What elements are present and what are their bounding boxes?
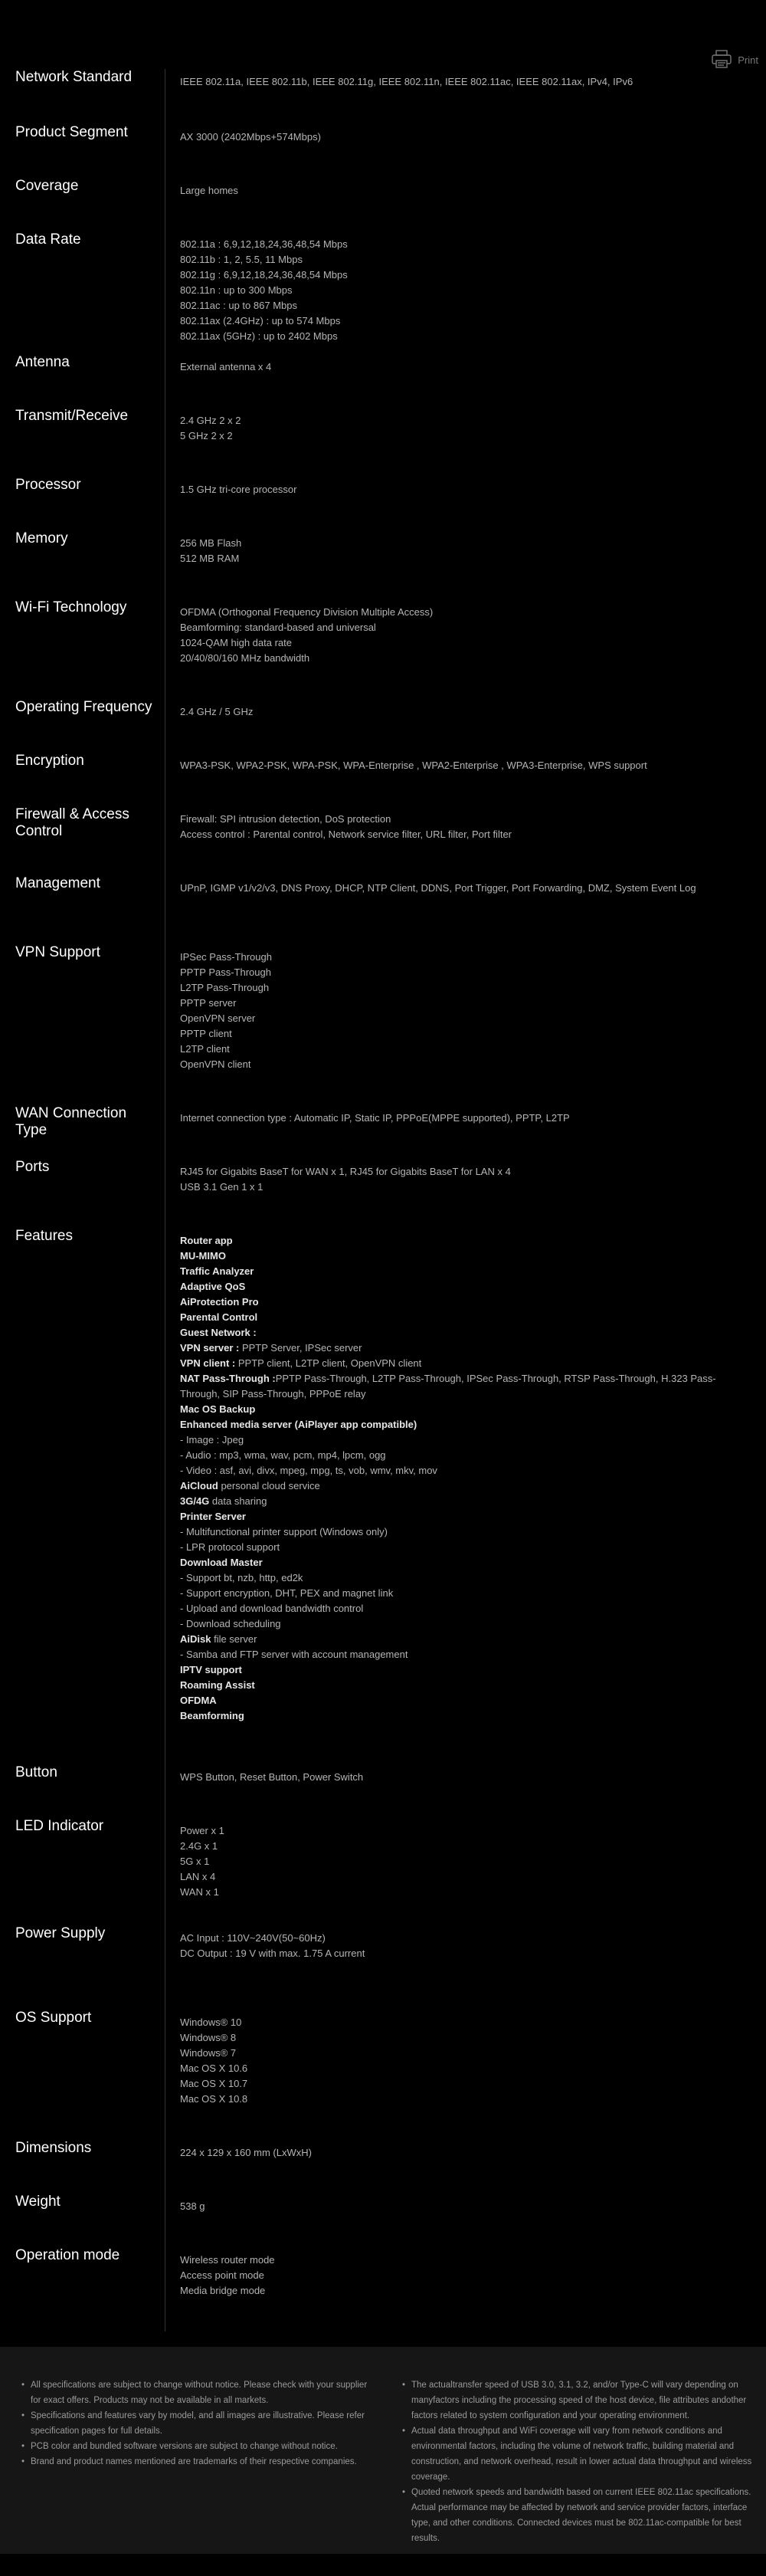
spec-value-line: [180, 1823, 720, 1839]
spec-value-line: [180, 1885, 720, 1900]
footer-note: • All specifications are subject to change without notice. Please check with your supplier for exact offers. Products may not be available in all markets.: [23, 2377, 372, 2408]
footer-note: • Brand and product names mentioned are trademarks of their respective companies.: [23, 2454, 372, 2469]
spec-value-line: [180, 359, 720, 375]
spec-value-text: WPS Button, Reset Button, Power Switch: [180, 1771, 364, 1783]
spec-value-text: 802.11ac : up to 867 Mbps: [180, 300, 297, 311]
footer-right-list: [394, 2377, 752, 2554]
spec-value-line: [180, 1693, 720, 1708]
spec-value-line: [180, 551, 720, 566]
spec-value-line: [180, 2145, 720, 2161]
spec-value-line: [180, 1279, 720, 1295]
spec-row-antenna: [0, 354, 766, 408]
spec-value-bold: Enhanced media server (AiPlayer app compatible): [180, 1419, 417, 1430]
spec-value-line: [180, 2199, 720, 2214]
spec-label: Power Supply: [15, 1925, 106, 1941]
spec-value-text: 256 MB Flash: [180, 537, 242, 549]
spec-value-line: [180, 950, 720, 965]
spec-value-line: [180, 1310, 720, 1325]
spec-value: [165, 2140, 766, 2194]
spec-value-line: [180, 1586, 720, 1601]
spec-value-text: Mac OS X 10.7: [180, 2078, 248, 2089]
spec-value-line: [180, 283, 720, 298]
spec-value-line: [180, 1325, 720, 1341]
spec-value-text: IPSec Pass-Through: [180, 951, 272, 963]
spec-value-line: [180, 1555, 720, 1570]
spec-value-bold: Adaptive QoS: [180, 1281, 246, 1292]
spec-value-line: [180, 1042, 720, 1057]
spec-value-line: [180, 758, 720, 773]
spec-value-bold: Traffic Analyzer: [180, 1265, 254, 1277]
spec-value: [165, 477, 766, 530]
spec-value-text: WPA3-PSK, WPA2-PSK, WPA-PSK, WPA-Enterprise , WPA2-Enterprise , WPA3-Enterprise, WPS support: [180, 760, 647, 771]
spec-value-line: [180, 1402, 720, 1417]
spec-value-line: [180, 313, 720, 329]
printer-icon: [710, 49, 733, 71]
spec-value-text: 5G x 1: [180, 1856, 210, 1867]
spec-row-os-support: [0, 2010, 766, 2140]
spec-value-text: UPnP, IGMP v1/v2/v3, DNS Proxy, DHCP, NTP Client, DDNS, Port Trigger, Port Forwarding, DMZ, System Event Log: [180, 882, 696, 894]
spec-value-line: [180, 1264, 720, 1279]
spec-value-line: [180, 620, 720, 635]
spec-value-text: personal cloud service: [218, 1480, 320, 1491]
spec-value-line: [180, 1180, 720, 1195]
spec-value-line: [180, 252, 720, 267]
spec-value-bold: 3G/4G: [180, 1495, 210, 1507]
spec-value-line: [180, 536, 720, 551]
spec-value-text: - Upload and download bandwidth control: [180, 1603, 364, 1614]
spec-value-text: 802.11b : 1, 2, 5.5, 11 Mbps: [180, 254, 303, 265]
spec-value-line: [180, 1478, 720, 1494]
spec-value-line: [180, 1356, 720, 1371]
spec-value-text: Mac OS X 10.8: [180, 2093, 248, 2105]
spec-value-line: [180, 1448, 720, 1463]
spec-value-text: PPTP Pass-Through, L2TP Pass-Through, IPSec Pass-Through, RTSP Pass-Through, H.323 Pass-Through, SIP Pass-Through, PPPoE relay: [180, 1373, 716, 1400]
spec-value-text: Large homes: [180, 185, 238, 196]
spec-value-line: [180, 1341, 720, 1356]
spec-label: Wi-Fi Technology: [15, 599, 127, 615]
spec-value-bold: Parental Control: [180, 1311, 258, 1323]
spec-value-text: 802.11g : 6,9,12,18,24,36,48,54 Mbps: [180, 269, 348, 281]
spec-value-line: [180, 704, 720, 720]
spec-value-text: 802.11ax (5GHz) : up to 2402 Mbps: [180, 330, 338, 342]
spec-value-line: [180, 812, 720, 827]
spec-value-text: 2.4 GHz 2 x 2: [180, 415, 241, 426]
spec-value: [165, 699, 766, 753]
spec-value-line: [180, 1647, 720, 1662]
spec-value-line: [180, 2061, 720, 2076]
spec-value-text: Windows® 7: [180, 2047, 237, 2059]
spec-value-line: [180, 482, 720, 497]
spec-value-line: [180, 2253, 720, 2268]
spec-label: Weight: [15, 2194, 61, 2210]
spec-value-text: Access point mode: [180, 2269, 264, 2281]
spec-value-line: [180, 1708, 720, 1724]
spec-value-line: [180, 428, 720, 444]
top-bar: [0, 0, 766, 69]
spec-label: Processor: [15, 477, 81, 493]
spec-row-dimensions: [0, 2140, 766, 2194]
spec-value-line: [180, 74, 720, 90]
spec-label: Network Standard: [15, 69, 133, 85]
spec-value-line: [180, 1570, 720, 1586]
spec-value-line: [180, 1432, 720, 1448]
spec-value-text: PPTP client: [180, 1028, 232, 1039]
spec-label: Encryption: [15, 753, 84, 769]
spec-value-line: [180, 1869, 720, 1885]
spec-value: [165, 806, 766, 875]
spec-value-line: [180, 1164, 720, 1180]
spec-value-text: OpenVPN server: [180, 1012, 256, 1024]
spec-value-line: [180, 1854, 720, 1869]
spec-value-line: [180, 1026, 720, 1042]
spec-value: [165, 944, 766, 1105]
spec-value-text: - Samba and FTP server with account management: [180, 1649, 408, 1660]
spec-row-coverage: [0, 178, 766, 231]
spec-value-line: [180, 2076, 720, 2092]
spec-value-line: [180, 2015, 720, 2030]
spec-value-text: PPTP Server, IPSec server: [239, 1342, 362, 1354]
spec-value-text: Windows® 8: [180, 2032, 237, 2043]
spec-value: [165, 599, 766, 699]
spec-value-text: data sharing: [209, 1495, 267, 1507]
spec-value-text: PPTP client, L2TP client, OpenVPN client: [235, 1357, 422, 1369]
spec-value-bold: VPN server :: [180, 1342, 240, 1354]
spec-value: [165, 1105, 766, 1159]
spec-value: [165, 408, 766, 477]
spec-value-line: [180, 1601, 720, 1616]
spec-value-text: 802.11n : up to 300 Mbps: [180, 284, 293, 296]
spec-table: [0, 69, 766, 2332]
spec-value-text: 538 g: [180, 2200, 205, 2212]
spec-value: [165, 1764, 766, 1818]
spec-value-text: 5 GHz 2 x 2: [180, 430, 233, 441]
spec-value-text: 1024-QAM high data rate: [180, 637, 292, 648]
spec-value-text: - Audio : mp3, wma, wav, pcm, mp4, lpcm, ogg: [180, 1449, 386, 1461]
spec-value-line: [180, 1111, 720, 1126]
spec-value: [165, 354, 766, 408]
spec-value-text: Mac OS X 10.6: [180, 2062, 248, 2074]
spec-value-text: PPTP Pass-Through: [180, 966, 271, 978]
spec-value-text: OFDMA (Orthogonal Frequency Division Multiple Access): [180, 606, 434, 618]
spec-label: Transmit/Receive: [15, 408, 129, 424]
spec-value-text: DC Output : 19 V with max. 1.75 A current: [180, 1948, 365, 1959]
spec-value-line: [180, 1616, 720, 1632]
spec-label: Dimensions: [15, 2140, 92, 2156]
spec-value-text: AX 3000 (2402Mbps+574Mbps): [180, 131, 321, 143]
spec-value-text: file server: [211, 1633, 257, 1645]
spec-value-line: [180, 1662, 720, 1678]
spec-value: [165, 1925, 766, 2010]
spec-value-line: [180, 605, 720, 620]
spec-label: Coverage: [15, 178, 79, 194]
spec-value: [165, 1159, 766, 1228]
spec-value-text: - LPR protocol support: [180, 1541, 280, 1553]
spec-label: OS Support: [15, 2010, 92, 2026]
spec-label: Management: [15, 875, 100, 891]
spec-value: [165, 1818, 766, 1925]
spec-value-text: - Video : asf, avi, divx, mpeg, mpg, ts, vob, wmv, mkv, mov: [180, 1465, 437, 1476]
spec-value-line: [180, 965, 720, 980]
spec-value-line: [180, 2268, 720, 2283]
spec-value-bold: Guest Network :: [180, 1327, 257, 1338]
spec-value: [165, 875, 766, 944]
spec-label: Data Rate: [15, 231, 81, 248]
spec-value-text: - Support bt, nzb, http, ed2k: [180, 1572, 303, 1583]
spec-value-line: [180, 1494, 720, 1509]
spec-value-text: OpenVPN client: [180, 1058, 251, 1070]
spec-value-text: RJ45 for Gigabits BaseT for WAN x 1, RJ45 for Gigabits BaseT for LAN x 4: [180, 1166, 511, 1177]
spec-value-text: - Multifunctional printer support (Windows only): [180, 1526, 388, 1537]
spec-value: [165, 1228, 766, 1764]
spec-label: Features: [15, 1228, 73, 1244]
spec-row-data-rate: [0, 231, 766, 354]
spec-value: [165, 178, 766, 231]
spec-value-text: External antenna x 4: [180, 361, 272, 372]
spec-label: LED Indicator: [15, 1818, 104, 1834]
spec-value-text: 20/40/80/160 MHz bandwidth: [180, 652, 310, 664]
spec-value-line: [180, 267, 720, 283]
spec-value-bold: Beamforming: [180, 1710, 244, 1721]
spec-value-bold: Roaming Assist: [180, 1679, 255, 1691]
spec-value-line: [180, 1632, 720, 1647]
spec-value: [165, 69, 766, 124]
spec-value-line: [180, 2283, 720, 2299]
footer-note: • PCB color and bundled software versions are subject to change without notice.: [23, 2439, 372, 2454]
spec-value-line: [180, 1946, 720, 1961]
spec-row-processor: [0, 477, 766, 530]
spec-row-button: [0, 1764, 766, 1818]
spec-value-bold: OFDMA: [180, 1695, 217, 1706]
spec-row-firewall-access-control: [0, 806, 766, 875]
spec-value-line: [180, 1770, 720, 1785]
spec-row-operating-frequency: [0, 699, 766, 753]
spec-value: [165, 2247, 766, 2332]
spec-value-text: LAN x 4: [180, 1871, 216, 1882]
spec-value-bold: MU-MIMO: [180, 1250, 226, 1262]
spec-value-text: 802.11a : 6,9,12,18,24,36,48,54 Mbps: [180, 238, 348, 250]
spec-value: [165, 2010, 766, 2140]
spec-label: Button: [15, 1764, 57, 1780]
spec-value-bold: Router app: [180, 1235, 233, 1246]
spec-value-bold: Mac OS Backup: [180, 1403, 256, 1415]
spec-value-text: Wireless router mode: [180, 2254, 275, 2266]
spec-value-bold: IPTV support: [180, 1664, 242, 1675]
spec-value-bold: Download Master: [180, 1557, 263, 1568]
spec-value-bold: NAT Pass-Through :: [180, 1373, 276, 1384]
spec-value-line: [180, 1371, 720, 1402]
spec-row-network-standard: [0, 69, 766, 124]
spec-value-text: USB 3.1 Gen 1 x 1: [180, 1181, 264, 1193]
spec-value-text: - Support encryption, DHT, PEX and magnet link: [180, 1587, 394, 1599]
spec-value: [165, 753, 766, 806]
spec-value-text: Internet connection type : Automatic IP, Static IP, PPPoE(MPPE supported), PPTP, L2TP: [180, 1112, 570, 1124]
spec-value-line: [180, 298, 720, 313]
footer-note: • The actualtransfer speed of USB 3.0, 3.1, 3.2, and/or Type-C will vary depending on manyfactors including the processing speed of the host device, file attributes andother factors related to system configuration and your operating environment.: [404, 2377, 752, 2423]
spec-value-line: [180, 1249, 720, 1264]
spec-value-line: [180, 1839, 720, 1854]
spec-label: Firewall & Access Control: [15, 806, 129, 839]
spec-value-line: [180, 183, 720, 199]
spec-value: [165, 530, 766, 599]
spec-row-led-indicator: [0, 1818, 766, 1925]
spec-value-line: [180, 329, 720, 344]
spec-value-line: [180, 881, 720, 896]
spec-row-transmit-receive: [0, 408, 766, 477]
spec-value-text: Media bridge mode: [180, 2285, 266, 2296]
spec-value-text: Beamforming: standard-based and universal: [180, 622, 376, 633]
spec-row-product-segment: [0, 124, 766, 178]
spec-row-management: [0, 875, 766, 944]
spec-value-line: [180, 237, 720, 252]
spec-value-line: [180, 130, 720, 145]
spec-value: [165, 124, 766, 178]
spec-value-text: - Download scheduling: [180, 1618, 281, 1629]
spec-row-wi-fi-technology: [0, 599, 766, 699]
spec-value-line: [180, 1417, 720, 1432]
spec-value-line: [180, 996, 720, 1011]
spec-value-line: [180, 1463, 720, 1478]
spec-value-bold: Printer Server: [180, 1511, 246, 1522]
spec-value-line: [180, 2030, 720, 2046]
spec-value-bold: AiProtection Pro: [180, 1296, 259, 1308]
spec-label: Ports: [15, 1159, 50, 1175]
spec-label: Operation mode: [15, 2247, 120, 2263]
spec-value-text: 1.5 GHz tri-core processor: [180, 484, 297, 495]
spec-row-power-supply: [0, 1925, 766, 2010]
spec-value-bold: AiCloud: [180, 1480, 218, 1491]
spec-value-text: IEEE 802.11a, IEEE 802.11b, IEEE 802.11g, IEEE 802.11n, IEEE 802.11ac, IEEE 802.11ax, IPv4, IPv6: [180, 76, 633, 87]
spec-value-text: - Image : Jpeg: [180, 1434, 244, 1446]
spec-row-weight: [0, 2194, 766, 2247]
spec-row-features: [0, 1228, 766, 1764]
print-label: Print: [738, 54, 758, 66]
footer-left-list: [14, 2377, 372, 2554]
spec-value-line: [180, 1524, 720, 1540]
spec-value-line: [180, 1011, 720, 1026]
spec-value-text: 2.4G x 1: [180, 1840, 218, 1852]
spec-value-line: [180, 2092, 720, 2107]
spec-label: WAN Connection Type: [15, 1105, 127, 1138]
spec-row-encryption: [0, 753, 766, 806]
footer-notes: [0, 2347, 766, 2554]
spec-value-line: [180, 1678, 720, 1693]
spec-value-text: AC Input : 110V~240V(50~60Hz): [180, 1932, 326, 1944]
spec-value-line: [180, 2046, 720, 2061]
spec-value-line: [180, 1509, 720, 1524]
spec-row-operation-mode: [0, 2247, 766, 2332]
spec-value-bold: AiDisk: [180, 1633, 211, 1645]
spec-label: Memory: [15, 530, 68, 546]
spec-label: Product Segment: [15, 124, 128, 140]
spec-row-memory: [0, 530, 766, 599]
spec-label: Antenna: [15, 354, 70, 370]
spec-value-line: [180, 635, 720, 651]
spec-value-text: L2TP client: [180, 1043, 230, 1055]
spec-value-line: [180, 1057, 720, 1072]
spec-value-line: [180, 980, 720, 996]
spec-value: [165, 2194, 766, 2247]
spec-row-vpn-support: [0, 944, 766, 1105]
spec-value-text: 802.11ax (2.4GHz) : up to 574 Mbps: [180, 315, 341, 327]
print-button[interactable]: [710, 49, 758, 71]
footer-note: • Quoted network speeds and bandwidth based on current IEEE 802.11ac specifications. Actual performance may be affected by network and service provider factors, interface type, and other conditions. Connected devices must be 802.11ac-compatible for best results.: [404, 2485, 752, 2546]
spec-row-ports: [0, 1159, 766, 1228]
spec-label: Operating Frequency: [15, 699, 152, 715]
spec-row-wan-connection-type: [0, 1105, 766, 1159]
spec-value: [165, 231, 766, 354]
spec-value-text: PPTP server: [180, 997, 237, 1009]
spec-value-text: WAN x 1: [180, 1886, 219, 1898]
spec-value-text: Firewall: SPI intrusion detection, DoS protection: [180, 813, 391, 825]
footer-note: • Actual data throughput and WiFi coverage will vary from network conditions and environmental factors, including the volume of network traffic, building material and construction, and network overhead, result in lower actual data throughput and wireless coverage.: [404, 2423, 752, 2485]
spec-value-text: Windows® 10: [180, 2016, 242, 2028]
spec-value-line: [180, 1233, 720, 1249]
spec-value-text: Power x 1: [180, 1825, 224, 1836]
spec-value-bold: VPN client :: [180, 1357, 236, 1369]
spec-value-line: [180, 1295, 720, 1310]
spec-value-text: 512 MB RAM: [180, 553, 240, 564]
spec-value-line: [180, 651, 720, 666]
spec-value-line: [180, 1931, 720, 1946]
spec-value-text: L2TP Pass-Through: [180, 982, 270, 993]
footer-note: • Specifications and features vary by model, and all images are illustrative. Please refer specification pages for full details.: [23, 2408, 372, 2439]
spec-value-text: Access control : Parental control, Network service filter, URL filter, Port filter: [180, 829, 512, 840]
spec-value-text: 2.4 GHz / 5 GHz: [180, 706, 254, 717]
spec-value-line: [180, 827, 720, 842]
spec-label: VPN Support: [15, 944, 100, 960]
spec-value-line: [180, 413, 720, 428]
spec-value-text: 224 x 129 x 160 mm (LxWxH): [180, 2147, 312, 2158]
spec-value-line: [180, 1540, 720, 1555]
